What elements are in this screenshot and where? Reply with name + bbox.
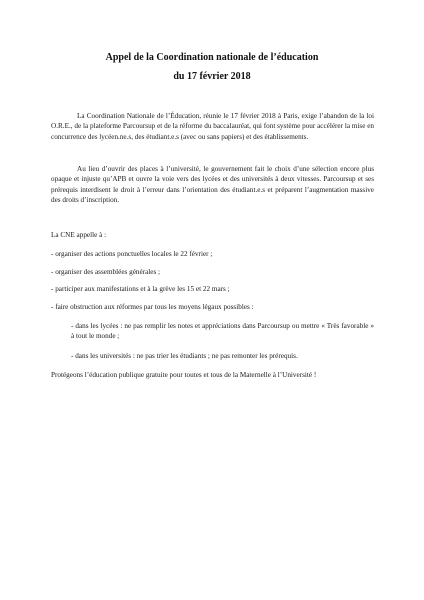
list-item: - organiser des assemblées générales ; — [51, 268, 161, 276]
sub-list-item: - dans les lycées : ne pas remplir les notes et appréciations dans Parcoursup ou mettre « Très favorable » à tout le monde ; — [71, 322, 374, 341]
list-item: - participer aux manifestations et à la grève les 15 et 22 mars ; — [51, 285, 230, 293]
document-date: du 17 février 2018 — [173, 71, 251, 82]
paragraph-demands: La Coordination Nationale de l’Éducation, réunie le 17 février 2018 à Paris, exige l’abandon de la loi O.R.E., de la plateforme Parcoursup et de la réforme du baccalauréat, qui font système pour accélérer la mise en concurrence des lycéen.ne.s, des étudiant.e.s (avec ou sans papiers) et des établissements. — [51, 112, 374, 141]
list-item: - faire obstruction aux réformes par tous les moyens légaux possibles : — [51, 303, 254, 311]
appeal-intro: La CNE appelle à : — [51, 231, 107, 239]
sub-list-item: - dans les universités : ne pas trier les étudiants ; ne pas remonter les prérequis. — [71, 352, 298, 360]
list-item: - organiser des actions ponctuelles locales le 22 février ; — [51, 250, 213, 258]
closing-paragraph: Protégeons l’éducation publique gratuite pour toutes et tous de la Maternelle à l’Université ! — [51, 371, 317, 379]
paragraph-context: Au lieu d’ouvrir des places à l’université, le gouvernement fait le choix d’une sélection encore plus opaque et injuste qu’APB et ouvre la voie vers des lycées et des universités à deux vitesses. Parcoursup et ses prérequis interdisent le droit à l’erreur dans l’orientation des étudiant.e.s et préparent l’augmentation massive des droits d’inscription. — [51, 165, 374, 204]
document-title: Appel de la Coordination nationale de l’éducation — [105, 52, 319, 63]
